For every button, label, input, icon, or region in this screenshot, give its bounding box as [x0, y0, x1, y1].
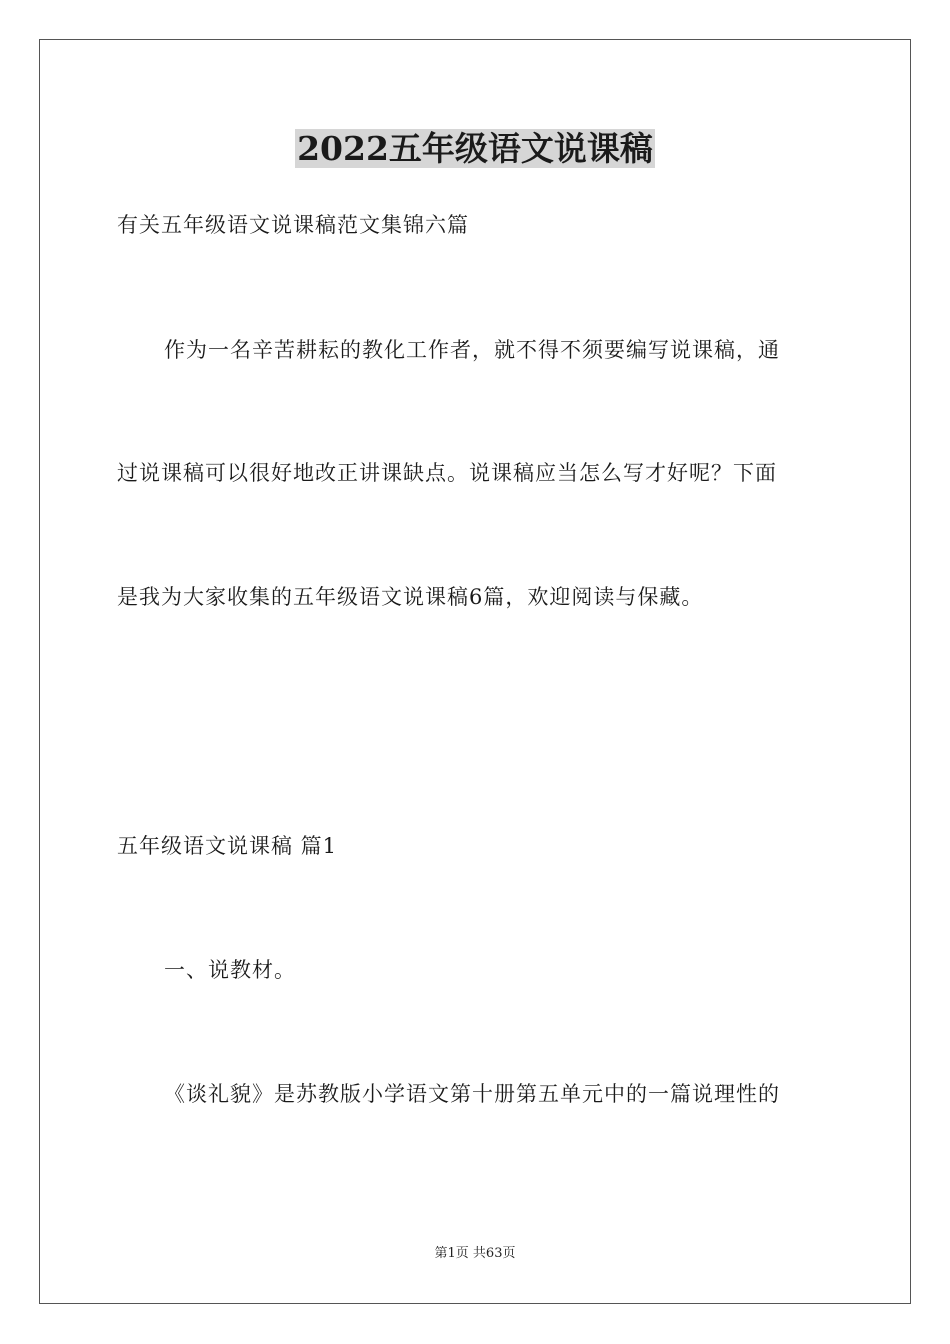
intro-paragraph-line-2: 过说课稿可以很好地改正讲课缺点。说课稿应当怎么写才好呢？下面 — [117, 461, 777, 485]
body-paragraph-line: 《谈礼貌》是苏教版小学语文第十册第五单元中的一篇说理性的 — [164, 1082, 780, 1106]
intro-paragraph-line-1: 作为一名辛苦耕耘的教化工作者，就不得不须要编写说课稿，通 — [164, 338, 780, 362]
subsection-heading: 一、说教材。 — [164, 958, 296, 982]
document-title-text: 2022五年级语文说课稿 — [297, 129, 653, 168]
document-subtitle: 有关五年级语文说课稿范文集锦六篇 — [117, 213, 469, 237]
section-heading: 五年级语文说课稿 篇1 — [117, 834, 338, 858]
document-title — [0, 128, 950, 170]
page-number-footer: 第1页 共63页 — [434, 1246, 516, 1261]
intro-paragraph-line-3: 是我为大家收集的五年级语文说课稿6篇，欢迎阅读与保藏。 — [117, 585, 704, 609]
